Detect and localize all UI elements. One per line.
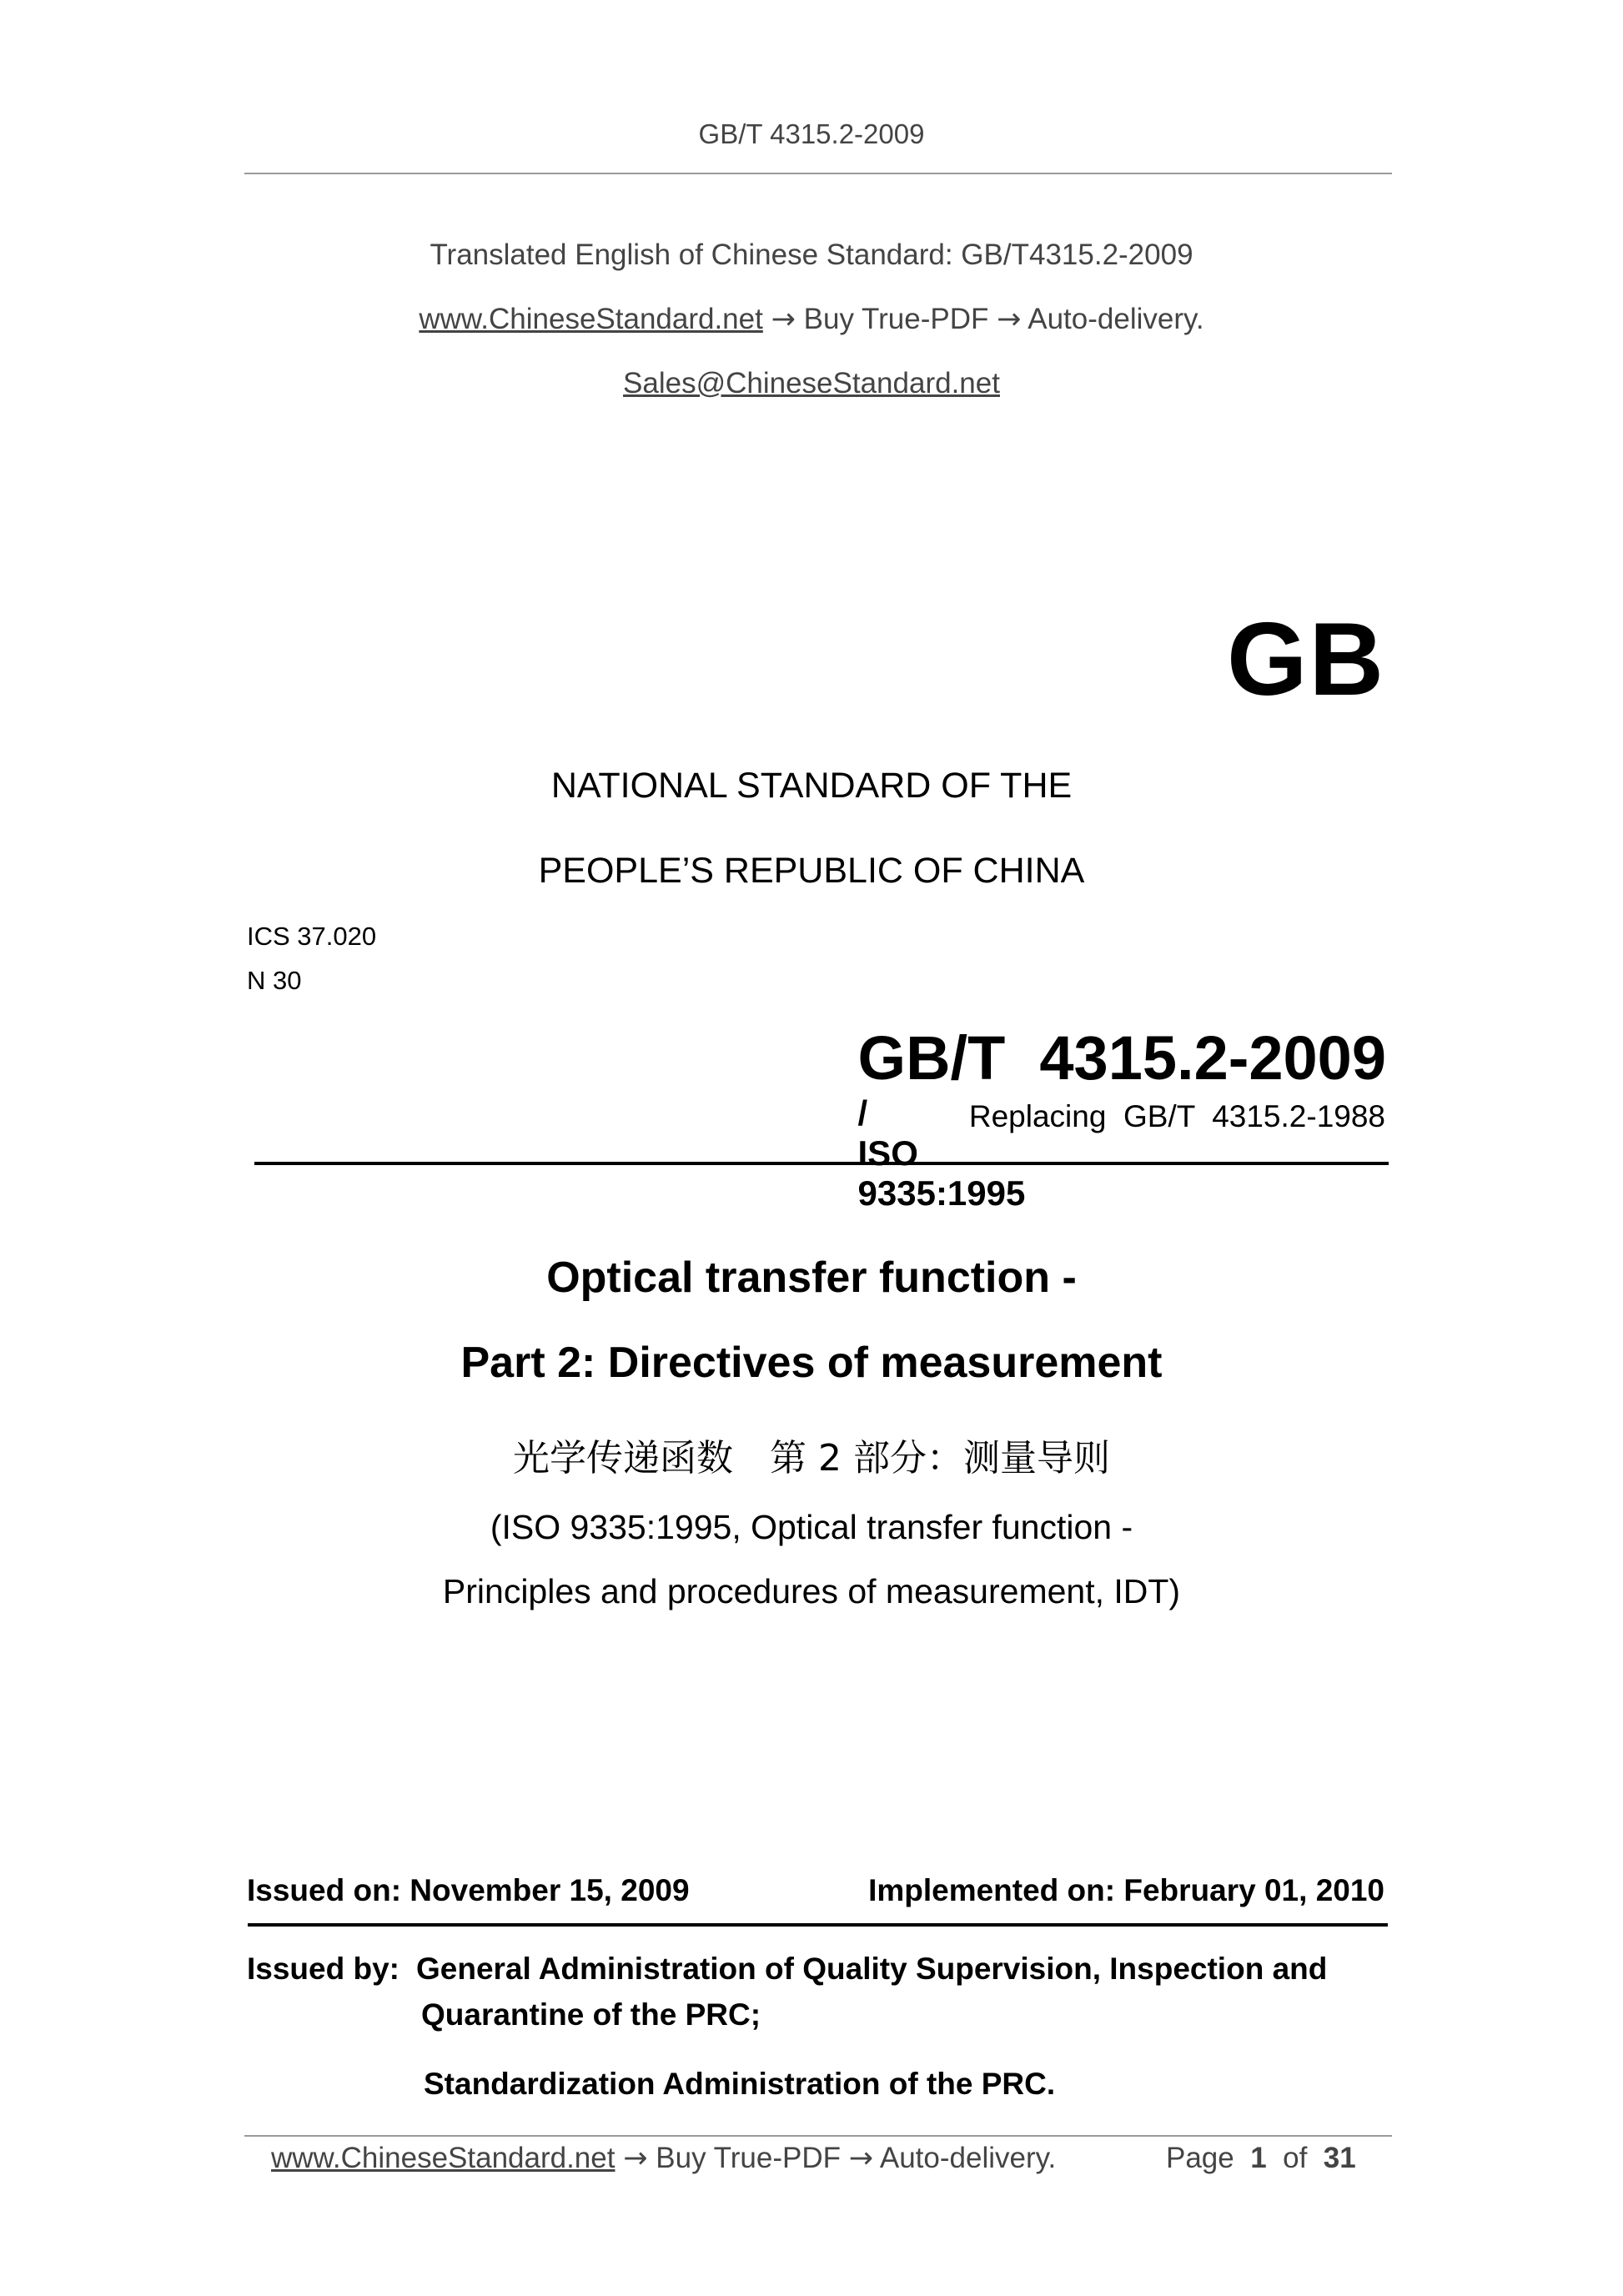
iso-reference-line-2: Principles and procedures of measurement, IDT) [442, 1572, 1181, 1610]
issued-by-line-3: Standardization Administration of the PRC. [424, 2067, 1056, 2101]
gb-mark: GB [1227, 602, 1385, 717]
issued-on: Issued on: November 15, 2009 [247, 1873, 690, 1907]
email-link[interactable]: Sales@ChineseStandard.net [623, 367, 1000, 399]
footer-divider [244, 2135, 1392, 2137]
iso-number: 9335:1995 [857, 1173, 1026, 1213]
issued-by-label: Issued by: [247, 1952, 399, 1986]
page-label: Page [1166, 2142, 1234, 2174]
arrow-icon: → [997, 303, 1022, 336]
running-title: GB/T 4315.2-2009 [698, 118, 925, 149]
buy-text: Buy True-PDF [803, 303, 989, 335]
arrow-icon: → [848, 2142, 874, 2175]
footer-auto-delivery-text: Auto-delivery. [879, 2142, 1057, 2174]
ccs-code: N 30 [247, 966, 302, 995]
issue-divider [248, 1923, 1388, 1927]
page-total: 31 [1323, 2142, 1356, 2174]
email-line [0, 367, 1623, 400]
title-divider [254, 1162, 1389, 1165]
implemented-on: Implemented on: February 01, 2010 [868, 1873, 1384, 1907]
chinese-title: 光学传递函数 第 2 部分：测量导则 [513, 1437, 1110, 1480]
header-link-line [0, 303, 1623, 336]
footer-buy-text: Buy True-PDF [656, 2142, 841, 2174]
page-indicator [1166, 2142, 1356, 2175]
auto-delivery-text: Auto-delivery. [1028, 303, 1204, 335]
of-label: of [1283, 2142, 1308, 2174]
title-line-2: Part 2: Directives of measurement [460, 1339, 1163, 1387]
issued-by-line-1: General Administration of Quality Supervision, Inspection and [416, 1952, 1328, 1986]
national-line-1: NATIONAL STANDARD OF THE [550, 766, 1073, 806]
header-divider [244, 173, 1392, 174]
iso-prefix: ISO [857, 1133, 918, 1173]
page-number: 1 [1250, 2142, 1267, 2174]
translated-line: Translated English of Chinese Standard: GB/T4315.2-2009 [430, 239, 1193, 271]
title-line-1: Optical transfer function - [546, 1254, 1077, 1302]
standard-slash: / [857, 1093, 868, 1133]
national-line-2: PEOPLE’S REPUBLIC OF CHINA [538, 851, 1085, 891]
footer-link-line [271, 2142, 1056, 2175]
arrow-icon: → [623, 2142, 648, 2175]
issued-by-line-2: Quarantine of the PRC; [421, 1997, 761, 2032]
ics-code: ICS 37.020 [247, 922, 377, 951]
arrow-icon: → [771, 303, 796, 336]
replacing-line: Replacing GB/T 4315.2-1988 [968, 1099, 1385, 1133]
standard-number: GB/T 4315.2-2009 [857, 1023, 1386, 1093]
site-link[interactable]: www.ChineseStandard.net [419, 303, 763, 335]
footer-site-link[interactable]: www.ChineseStandard.net [271, 2142, 616, 2174]
iso-reference-line-1: (ISO 9335:1995, Optical transfer function - [490, 1508, 1133, 1546]
